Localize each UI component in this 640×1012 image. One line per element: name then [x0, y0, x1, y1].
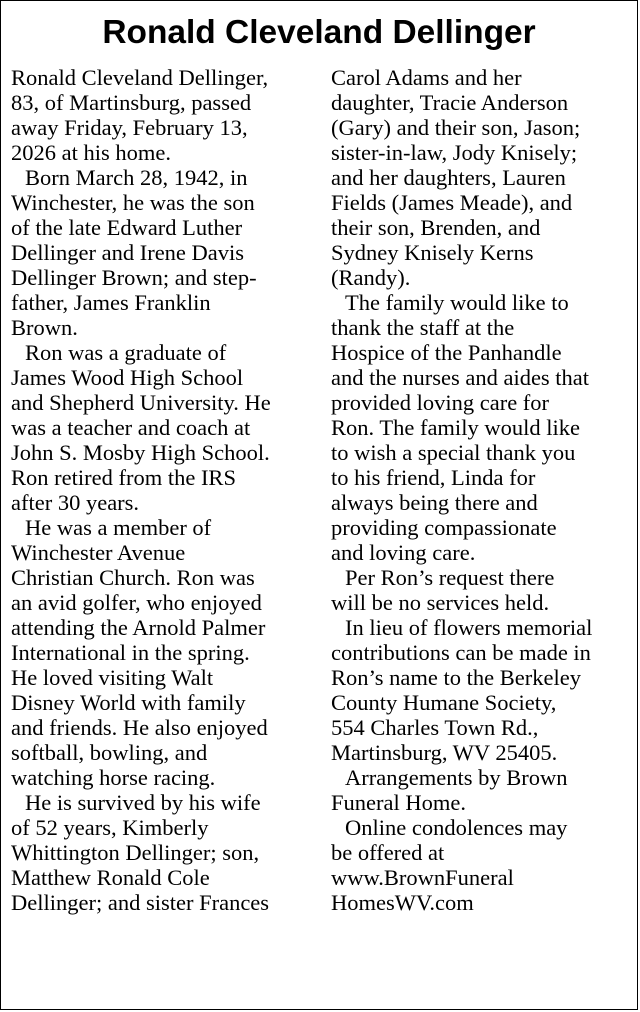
text-line: Arrangements by Brown	[345, 765, 568, 790]
text-line: James Wood High School	[11, 365, 244, 390]
text-line: Disney World with family	[11, 690, 246, 715]
text-line: Sydney Knisely Kerns	[331, 240, 534, 265]
text-line: and her daughters, Lauren	[331, 165, 566, 190]
right-text-column	[331, 65, 636, 915]
text-line: He is survived by his wife	[25, 790, 261, 815]
text-line: and the nurses and aides that	[331, 365, 590, 390]
text-line: always being there and	[331, 490, 538, 515]
text-line: Ron was a graduate of	[25, 340, 227, 365]
text-line: an avid golfer, who enjoyed	[11, 590, 262, 615]
text-line: (Gary) and their son, Jason;	[331, 115, 581, 140]
text-line: www.BrownFuneral	[331, 865, 514, 890]
text-line: Winchester Avenue	[11, 540, 186, 565]
text-line: Matthew Ronald Cole	[11, 865, 210, 890]
text-line: John S. Mosby High School.	[11, 440, 270, 465]
text-line: Funeral Home.	[331, 790, 466, 815]
text-line: Ron. The family would like	[331, 415, 580, 440]
text-line: He was a member of	[25, 515, 212, 540]
text-line: father, James Franklin	[11, 290, 211, 315]
text-line: sister-in-law, Jody Knisely;	[331, 140, 578, 165]
text-line: Dellinger and Irene Davis	[11, 240, 245, 265]
text-line: County Humane Society,	[331, 690, 557, 715]
text-line: Born March 28, 1942, in	[25, 165, 248, 190]
text-line: watching horse racing.	[11, 765, 216, 790]
text-line: The family would like to	[345, 290, 569, 315]
text-line: In lieu of flowers memorial	[345, 615, 593, 640]
text-line: Online condolences may	[345, 815, 568, 840]
text-line: will be no services held.	[331, 590, 550, 615]
text-line: after 30 years.	[11, 490, 140, 515]
text-line: Christian Church. Ron was	[11, 565, 255, 590]
text-line: (Randy).	[331, 265, 411, 290]
text-line: Winchester, he was the son	[11, 190, 255, 215]
text-line: Ronald Cleveland Dellinger,	[11, 65, 269, 90]
left-text-column	[11, 65, 321, 915]
text-line: Ron’s name to the Berkeley	[331, 665, 581, 690]
text-line: to his friend, Linda for	[331, 465, 536, 490]
text-line: 554 Charles Town Rd.,	[331, 715, 539, 740]
text-line: away Friday, February 13,	[11, 115, 248, 140]
text-line: 2026 at his home.	[11, 140, 171, 165]
text-line: Per Ron’s request there	[345, 565, 555, 590]
text-line: International in the spring.	[11, 640, 250, 665]
text-line: and Shepherd University. He	[11, 390, 271, 415]
text-line: Martinsburg, WV 25405.	[331, 740, 558, 765]
text-line: Dellinger Brown; and step-	[11, 265, 257, 290]
text-line: contributions can be made in	[331, 640, 591, 665]
text-line: Hospice of the Panhandle	[331, 340, 562, 365]
text-line: daughter, Tracie Anderson	[331, 90, 569, 115]
text-line: Fields (James Meade), and	[331, 190, 573, 215]
text-line: provided loving care for	[331, 390, 550, 415]
text-line: was a teacher and coach at	[11, 415, 251, 440]
text-line: He loved visiting Walt	[11, 665, 214, 690]
text-line: of the late Edward Luther	[11, 215, 243, 240]
text-line: Brown.	[11, 315, 78, 340]
text-line: softball, bowling, and	[11, 740, 208, 765]
text-line: Whittington Dellinger; son,	[11, 840, 260, 865]
obituary-title: Ronald Cleveland Dellinger	[102, 14, 536, 51]
text-line: be offered at	[331, 840, 445, 865]
text-line: of 52 years, Kimberly	[11, 815, 209, 840]
text-line: providing compassionate	[331, 515, 557, 540]
text-line: Carol Adams and her	[331, 65, 522, 90]
text-line: Dellinger; and sister Frances	[11, 890, 270, 915]
text-line: and loving care.	[331, 540, 476, 565]
text-line: and friends. He also enjoyed	[11, 715, 268, 740]
text-line: thank the staff at the	[331, 315, 515, 340]
text-line: their son, Brenden, and	[331, 215, 541, 240]
text-line: Ron retired from the IRS	[11, 465, 236, 490]
text-line: HomesWV.com	[331, 890, 474, 915]
text-line: attending the Arnold Palmer	[11, 615, 266, 640]
text-line: 83, of Martinsburg, passed	[11, 90, 252, 115]
text-line: to wish a special thank you	[331, 440, 576, 465]
